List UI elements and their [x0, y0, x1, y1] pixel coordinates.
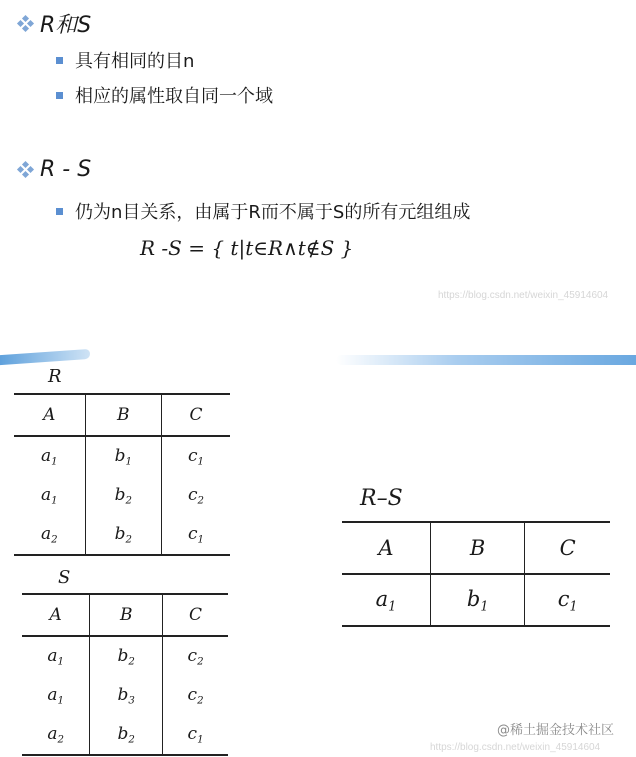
table-row — [22, 676, 228, 715]
cell-value: c — [187, 723, 198, 744]
cell-subscript: 3 — [128, 695, 135, 707]
cell-subscript: 2 — [128, 656, 135, 668]
table-row — [14, 436, 230, 476]
cell-subscript: 1 — [57, 695, 64, 707]
table-cell — [161, 436, 230, 476]
csdn-watermark-top: https://blog.csdn.net/weixin_45914604 — [438, 290, 609, 301]
square-bullet-icon — [56, 92, 63, 99]
table-cell — [22, 676, 90, 715]
table-row — [22, 715, 228, 755]
table-header-row — [14, 394, 230, 436]
cell-subscript: 2 — [51, 534, 58, 546]
column-header: C — [525, 522, 610, 574]
table-cell — [90, 636, 163, 676]
table-header-row — [342, 522, 610, 574]
cell-value: c — [557, 586, 570, 611]
cell-subscript: 2 — [57, 734, 64, 746]
table-row — [22, 636, 228, 676]
juejin-watermark: @稀土掘金技术社区 — [497, 723, 615, 738]
cell-value: a — [40, 484, 52, 505]
table-r — [14, 393, 230, 556]
square-bullet-icon — [56, 208, 63, 215]
cell-value: c — [187, 445, 198, 466]
bullet-difference-definition — [56, 198, 470, 224]
cell-subscript: 2 — [125, 534, 132, 546]
cell-subscript: 2 — [197, 695, 204, 707]
cell-value: b — [117, 684, 129, 705]
table-cell — [22, 636, 90, 676]
heading-r-minus-s-text: R - S — [40, 157, 92, 182]
column-header: A — [14, 394, 85, 436]
cell-value: a — [375, 586, 389, 611]
cell-subscript: 1 — [197, 534, 204, 546]
column-header: B — [430, 522, 524, 574]
cell-value: b — [117, 723, 129, 744]
cell-value: b — [466, 586, 481, 611]
table-cell — [525, 574, 610, 626]
csdn-watermark-bottom: https://blog.csdn.net/weixin_45914604 — [430, 742, 601, 753]
cell-value: c — [187, 684, 198, 705]
table-cell — [430, 574, 524, 626]
table-r-minus-s — [342, 521, 610, 627]
cell-subscript: 1 — [388, 598, 397, 614]
cell-subscript: 1 — [57, 656, 64, 668]
table-cell — [14, 515, 85, 555]
cell-value: a — [40, 445, 52, 466]
table-cell — [90, 676, 163, 715]
table-cell — [85, 515, 161, 555]
square-bullet-icon — [56, 57, 63, 64]
cell-value: c — [187, 523, 198, 544]
cell-value: b — [114, 523, 126, 544]
table-row — [342, 574, 610, 626]
diamond-bullet-icon — [18, 16, 34, 32]
cell-value: c — [187, 484, 198, 505]
cell-value: b — [114, 445, 126, 466]
cell-value: a — [47, 723, 58, 744]
cell-value: c — [187, 645, 198, 666]
cell-value: a — [47, 684, 58, 705]
cell-subscript: 2 — [197, 656, 204, 668]
table-row — [14, 515, 230, 555]
table-cell — [90, 715, 163, 755]
table-header-row — [22, 594, 228, 636]
cell-subscript: 1 — [51, 495, 58, 507]
table-cell — [161, 476, 230, 515]
table-s-caption: S — [58, 567, 71, 588]
table-cell — [14, 436, 85, 476]
table-cell — [22, 715, 90, 755]
bullet-difference-definition-text: 仍为n目关系，由属于R而不属于S的所有元组组成 — [75, 202, 471, 223]
bullet-same-domain-text: 相应的属性取自同一个域 — [75, 86, 273, 107]
column-header: A — [342, 522, 430, 574]
table-r-minus-s-caption: R–S — [360, 486, 403, 511]
cell-subscript: 2 — [128, 734, 135, 746]
column-header: A — [22, 594, 90, 636]
column-header: C — [161, 394, 230, 436]
cell-subscript: 1 — [569, 598, 578, 614]
table-cell — [85, 436, 161, 476]
cell-subscript: 1 — [197, 734, 204, 746]
column-header: B — [90, 594, 163, 636]
table-cell — [85, 476, 161, 515]
bullet-same-arity-text: 具有相同的目n — [75, 51, 195, 72]
cell-value: a — [47, 645, 58, 666]
table-s — [22, 593, 228, 756]
table-r-caption: R — [48, 366, 62, 387]
diamond-bullet-icon — [18, 162, 34, 178]
column-header: B — [85, 394, 161, 436]
table-cell — [163, 636, 228, 676]
table-cell — [14, 476, 85, 515]
cell-subscript: 2 — [125, 495, 132, 507]
column-header: C — [163, 594, 228, 636]
heading-r-minus-s — [18, 157, 91, 182]
table-cell — [161, 515, 230, 555]
cell-value: b — [117, 645, 129, 666]
heading-r-and-s — [18, 8, 91, 39]
cell-subscript: 2 — [197, 495, 204, 507]
cell-subscript: 1 — [197, 456, 204, 468]
cell-value: a — [40, 523, 52, 544]
decorative-swoosh-left — [0, 349, 90, 365]
cell-value: b — [114, 484, 126, 505]
bullet-same-arity — [56, 47, 194, 73]
cell-subscript: 1 — [480, 598, 489, 614]
difference-formula: R -S = { t|t∈R∧t∉S } — [140, 236, 354, 260]
table-cell — [163, 676, 228, 715]
table-cell — [163, 715, 228, 755]
table-cell — [342, 574, 430, 626]
cell-subscript: 1 — [51, 456, 58, 468]
heading-r-and-s-text: R和S — [40, 13, 92, 38]
decorative-swoosh-right — [336, 355, 636, 365]
bullet-same-domain — [56, 82, 273, 108]
table-row — [14, 476, 230, 515]
cell-subscript: 1 — [125, 456, 132, 468]
